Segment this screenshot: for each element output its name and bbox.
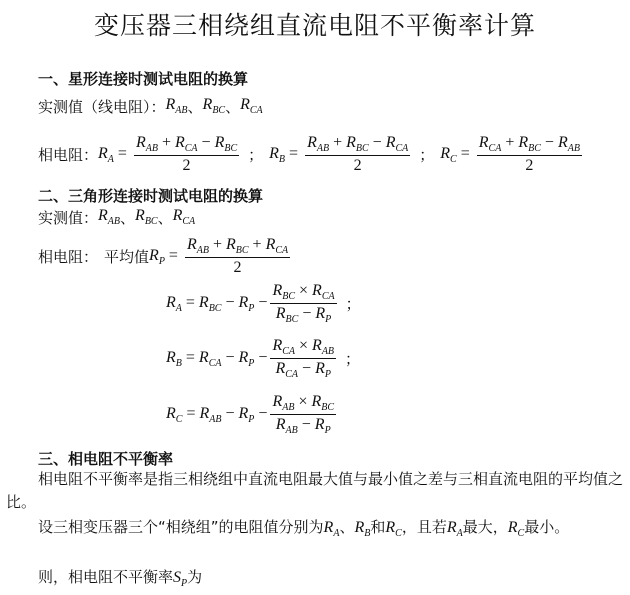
phase-label: 相电阻： (38, 146, 99, 165)
formula-rb: $R_B$ = (269, 144, 299, 165)
fraction-delta-rb: $\frac{R_{CA} \times R_{AB}}{R_{CA} - R_P}$ (272, 337, 335, 381)
sep: ； (248, 146, 264, 165)
sep: ； (345, 295, 361, 314)
paragraph-definition: 相电阻不平衡率是指三相绕组中直流电阻最大值与最小值之差与三相直流电阻的平均值之比。 (6, 470, 624, 511)
var-rab: $R_{AB}$ (165, 96, 188, 117)
delta-formula-rc: $R_C = R_{AB} - R_P$ − $\frac{R_{AB} \times R_{BC}}{R_{AB} - R_P}$ (166, 393, 335, 437)
delta-average-formula (38, 236, 293, 277)
fraction-rp: $\frac{R_{AB} + R_{BC} + R_{CA}}{2}$ (186, 236, 289, 277)
section-3-heading: 三、相电阻不平衡率 (38, 450, 174, 468)
var-rbc: $R_{BC}$ (202, 96, 226, 117)
star-phase-formulas (38, 134, 585, 175)
fraction-rb: $\frac{R_{AB} + R_{BC} - R_{CA}}{2}$ (307, 134, 409, 175)
fraction-ra: $\frac{R_{AB} + R_{CA} - R_{BC}}{2}$ (135, 134, 238, 175)
sep: 、 (225, 98, 241, 116)
page-title: 变压器三相绕组直流电阻不平衡率计算 (93, 11, 536, 40)
sep: 、 (157, 209, 173, 227)
section-2-heading: 二、三角形连接时测试电阻的换算 (38, 187, 264, 205)
delta-formula-rb: $R_B = R_{CA} - R_P$ − $\frac{R_{CA} \times R_{AB}}{R_{CA} - R_P}$ ； (166, 337, 361, 381)
average-label: 平均值 (104, 248, 150, 267)
measured-label: 实测值： (38, 209, 99, 227)
measured-label: 实测值（线电阻）： (38, 98, 166, 116)
fraction-delta-ra: $\frac{R_{BC} \times R_{CA}}{R_{BC} - R_P}$ (272, 282, 335, 326)
var-rca: $R_{CA}$ (172, 207, 196, 228)
paragraph-assumption: 设三相变压器三个“相绕组”的电阻值分别为$R_A$、$R_B$和$R_C$，且若$R_A$最大，$R_C$最小。 (38, 518, 570, 540)
var-rbc: $R_{BC}$ (135, 207, 158, 228)
sep: 、 (120, 209, 136, 227)
sep: 、 (187, 98, 203, 116)
delta-formula-ra: $R_A = R_{BC} - R_P$ − $\frac{R_{BC} \times R_{CA}}{R_{BC} - R_P}$ ； (166, 282, 361, 326)
formula-rc: $R_C$ = (440, 144, 470, 165)
formula-rp: $R_P$ = (149, 246, 178, 267)
section-1-heading: 一、星形连接时测试电阻的换算 (38, 70, 249, 88)
paragraph-conclusion: 则，相电阻不平衡率$S_P$为 (38, 568, 203, 590)
fraction-delta-rc: $\frac{R_{AB} \times R_{BC}}{R_{AB} - R_P}$ (272, 393, 335, 437)
formula-ra: $R_A$ = (98, 144, 127, 165)
section-2-measured-line (38, 207, 195, 228)
sep: ； (419, 146, 435, 165)
sep: ； (345, 350, 361, 369)
var-rca: $R_{CA}$ (240, 96, 263, 117)
var-rab: $R_{AB}$ (98, 207, 121, 228)
fraction-rc: $\frac{R_{CA} + R_{BC} - R_{AB}}{2}$ (478, 134, 580, 175)
phase-label: 相电阻： (38, 248, 99, 267)
section-1-measured-line (38, 96, 263, 117)
